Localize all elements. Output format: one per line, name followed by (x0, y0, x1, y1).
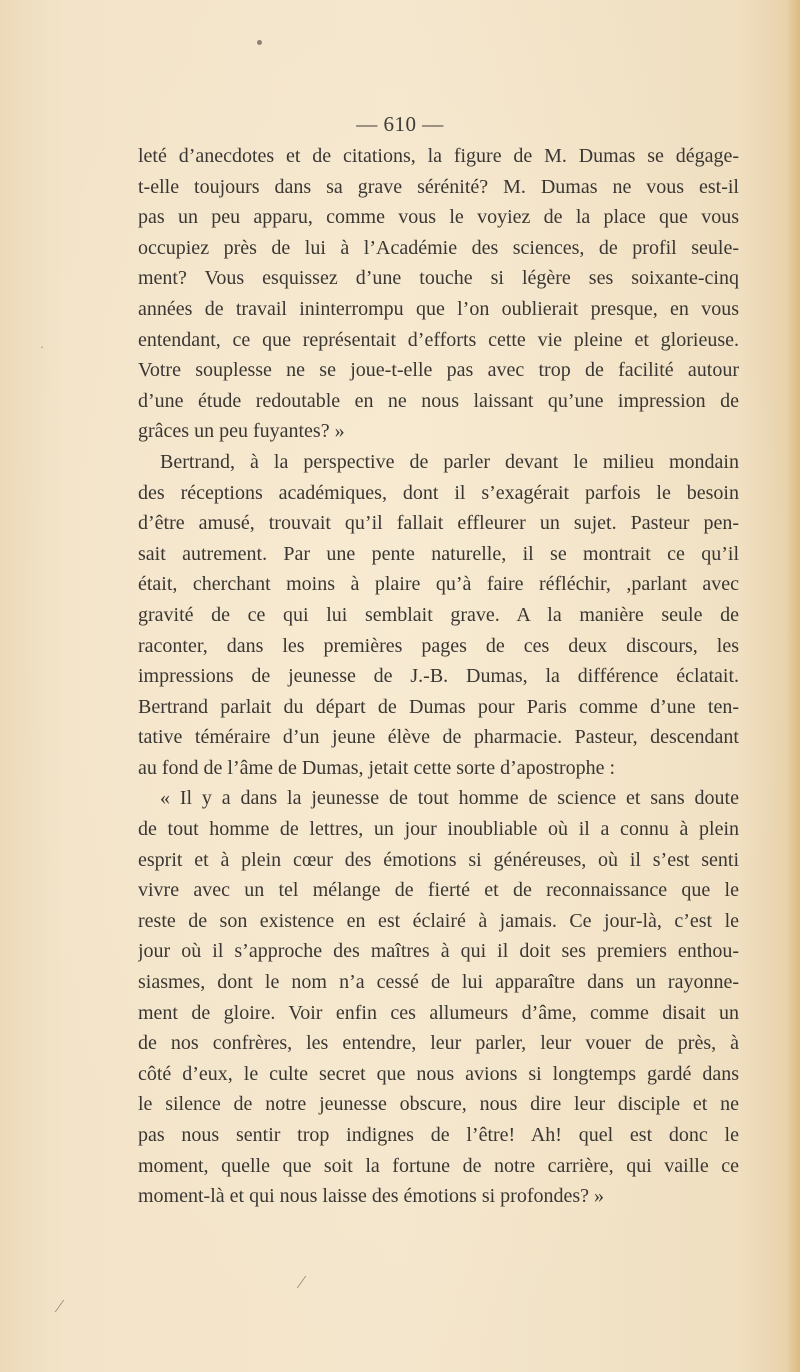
text-line: des réceptions académiques, dont il s’exagérait parfois le besoin (138, 481, 739, 504)
text-line: sait autrement. Par une pente naturelle, il se montrait ce qu’il (138, 542, 739, 565)
text-line: d’une étude redoutable en ne nous laissant qu’une impression de (138, 389, 739, 412)
text-line: tative téméraire d’un jeune élève de pharmacie. Pasteur, descendant (138, 726, 739, 749)
text-line: impressions de jeunesse de J.-B. Dumas, la différence éclatait. (138, 665, 739, 688)
page-edge-shadow (786, 0, 800, 1372)
text-line: occupiez près de lui à l’Académie des sciences, de profil seule- (138, 236, 739, 259)
text-line: pas un peu apparu, comme vous le voyiez de la place que vous (138, 206, 739, 229)
text-line: moment, quelle que soit la fortune de notre carrière, qui vaille ce (138, 1154, 739, 1177)
text-line: leté d’anecdotes et de citations, la figure de M. Dumas se dégage- (138, 145, 739, 167)
text-line: reste de son existence en est éclairé à jamais. Ce jour-là, c’est le (138, 909, 739, 932)
text-line: pas nous sentir trop indignes de l’être! Ah! quel est donc le (138, 1124, 739, 1146)
text-line: Bertrand, à la perspective de parler devant le milieu mondain (160, 450, 739, 473)
text-line: d’être amusé, trouvait qu’il fallait effleurer un sujet. Pasteur pen- (138, 512, 739, 535)
stray-mark: ⁄ (58, 1296, 62, 1316)
ink-dot (257, 40, 262, 45)
text-line: vivre avec un tel mélange de fierté et de reconnaissance que le (138, 879, 739, 902)
text-line: de nos confrères, les entendre, leur parler, leur vouer de près, à (138, 1032, 739, 1055)
page-number: — 610 — (356, 112, 444, 136)
text-line: esprit et à plein cœur des émotions si généreuses, où il s’est senti (138, 848, 739, 871)
text-line: ment? Vous esquissez d’une touche si légère ses soixante-cinq (138, 267, 739, 290)
text-line: siasmes, dont le nom n’a cessé de lui apparaître dans un rayonne- (138, 971, 739, 994)
text-line: raconter, dans les premières pages de ces deux discours, les (138, 634, 739, 657)
text-line: de tout homme de lettres, un jour inoubliable où il a connu à plein (138, 818, 739, 841)
text-line: Votre souplesse ne se joue-t-elle pas avec trop de facilité autour (138, 359, 739, 382)
body-text (138, 141, 739, 1212)
text-line: gravité de ce qui lui semblait grave. A la manière seule de (138, 603, 739, 626)
text-line: au fond de l’âme de Dumas, jetait cette sorte d’apostrophe : (138, 756, 616, 779)
text-line: années de travail ininterrompu que l’on oublierait presque, en vous (138, 297, 739, 320)
text-line: entendant, ce que représentait d’efforts cette vie pleine et glorieuse. (138, 328, 739, 351)
text-line: jour où il s’approche des maîtres à qui il doit ses premiers enthou- (138, 940, 739, 963)
text-line: moment-là et qui nous laisse des émotions si profondes? » (138, 1185, 605, 1208)
text-line: ment de gloire. Voir enfin ces allumeurs d’âme, comme disait un (138, 1001, 739, 1024)
text-line: t-elle toujours dans sa grave sérénité? M. Dumas ne vous est-il (138, 175, 739, 198)
text-line: côté d’eux, le culte secret que nous avions si longtemps gardé dans (138, 1062, 739, 1085)
text-line: « Il y a dans la jeunesse de tout homme de science et sans doute (160, 787, 739, 810)
text-line: Bertrand parlait du départ de Dumas pour Paris comme d’une ten- (138, 695, 739, 718)
stray-mark: · (40, 340, 44, 354)
text-line: le silence de notre jeunesse obscure, nous dire leur disciple et ne (138, 1093, 739, 1116)
text-line: grâces un peu fuyantes? » (138, 420, 345, 443)
text-line: était, cherchant moins à plaire qu’à faire réfléchir, ,parlant avec (138, 573, 739, 596)
stray-mark: ⁄ (300, 1272, 304, 1292)
